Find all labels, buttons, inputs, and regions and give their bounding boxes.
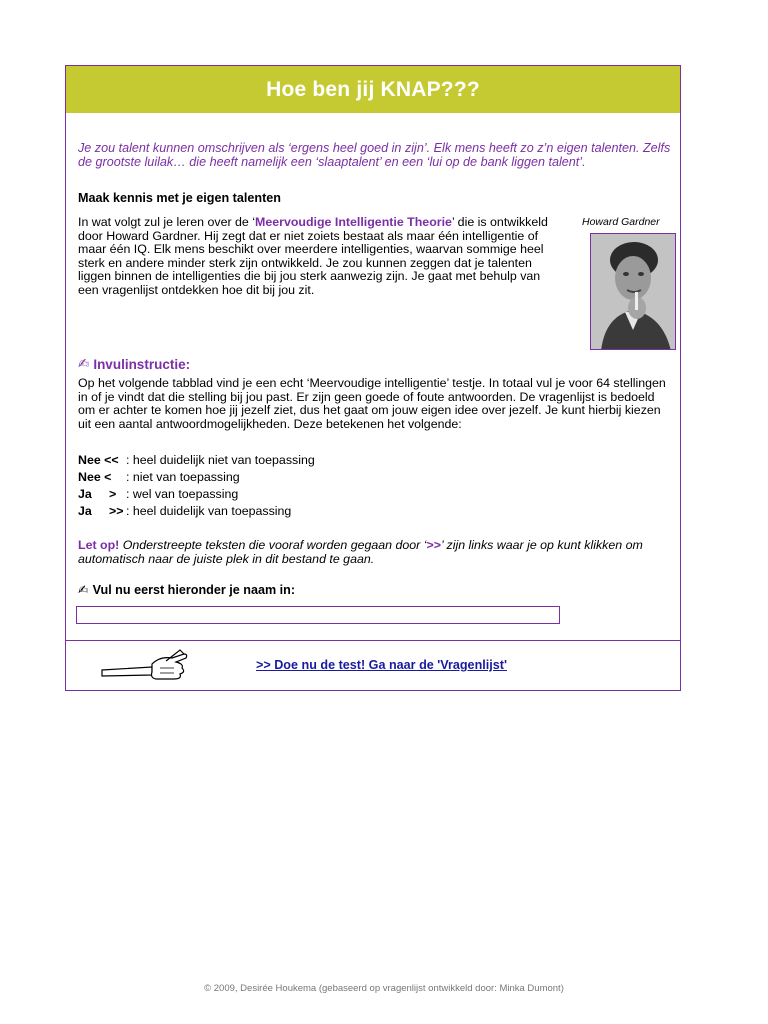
instruction-text: Op het volgende tabblad vind je een echt ‘Meervoudige intelligentie’ testje. In totaal vul je voor 64 stellingen in of je vindt dat die stelling bij jou past. Er zijn geen goede of foute antwoorden. De vragenlijst is bedoeld om er achter te komen hoe jij jezelf ziet, dus het gaat om jouw eigen idee over jezelf. Je kunt hierbij kiezen uit een aantal antwoordmogelijkheden. Deze betekenen het volgende: xyxy=(78,376,666,431)
note-text-part1: Onderstreepte teksten die vooraf worden gegaan door ‘ xyxy=(119,538,427,552)
links-note xyxy=(78,538,676,566)
divider xyxy=(66,640,680,641)
intro-text: Je zou talent kunnen omschrijven als ‘ergens heel goed in zijn’. Elk mens heeft zo z’n eigen talenten. Zelfs de grootste luilak… die heeft namelijk een ‘slaaptalent’ en een ‘lui op de bank liggen talent’. xyxy=(78,141,671,169)
legend-key: Nee < xyxy=(78,470,112,484)
note-arrow: >> xyxy=(426,538,441,552)
title-bar xyxy=(66,66,680,113)
note-lead: Let op! xyxy=(78,538,120,552)
writing-hand-icon: ✍ xyxy=(78,356,90,371)
footer-credit: © 2009, Desirée Houkema (gebaseerd op vragenlijst ontwikkeld door: Minka Dumont) xyxy=(204,983,564,994)
legend-key: Ja >> xyxy=(78,504,124,518)
document-sheet xyxy=(65,65,681,691)
body-paragraph xyxy=(78,216,556,297)
legend-desc: : heel duidelijk niet van toepassing xyxy=(126,453,315,467)
note-text-part2: ’ zijn links waar je op kunt klikken om automatisch naar de juiste plek in dit bestand te gaan. xyxy=(78,538,643,566)
body-text-part2: ’ die is ontwikkeld door Howard Gardner. Hij zegt dat er niet zoiets bestaat als maar één intelligentie of maar één IQ. Elk mens beschikt over meerdere intelligenties, waarvan sommige heel sterk en andere minder sterk zijn ontwikkeld. Je zou kunnen zeggen dat je talenten liggen binnen de intelligenties die bij jou sterk aanwezig zijn. Je gaat met behulp van een vragenlijst ontdekken hoe dit bij jou zit. xyxy=(78,215,548,297)
legend-desc: : niet van toepassing xyxy=(126,470,240,484)
instruction-heading xyxy=(78,356,190,372)
name-label-text: Vul nu eerst hieronder je naam in: xyxy=(92,582,296,597)
photo-caption: Howard Gardner xyxy=(582,216,660,228)
writing-hand-icon: ✍ xyxy=(78,583,89,597)
legend-desc: : heel duidelijk van toepassing xyxy=(126,504,292,518)
name-input[interactable] xyxy=(76,606,560,624)
legend-key: Ja > xyxy=(78,487,117,501)
legend-row xyxy=(78,486,315,503)
legend-row xyxy=(78,503,315,520)
name-label xyxy=(78,582,295,597)
legend-desc: : wel van toepassing xyxy=(126,487,239,501)
legend-key: Nee << xyxy=(78,453,119,467)
answer-legend xyxy=(78,452,315,520)
section-heading: Maak kennis met je eigen talenten xyxy=(78,191,281,205)
instruction-title: Invulinstructie: xyxy=(93,356,191,372)
theory-name: Meervoudige Intelligentie Theorie xyxy=(255,215,452,229)
portrait-photo xyxy=(590,233,676,350)
pointing-hand-icon xyxy=(100,648,188,684)
legend-row xyxy=(78,469,315,486)
body-text-part1: In wat volgt zul je leren over de ‘ xyxy=(78,215,256,229)
page-title: Hoe ben jij KNAP??? xyxy=(266,77,480,101)
test-link[interactable]: >> Doe nu de test! Ga naar de 'Vragenlijst' xyxy=(256,658,507,672)
legend-row xyxy=(78,452,315,469)
